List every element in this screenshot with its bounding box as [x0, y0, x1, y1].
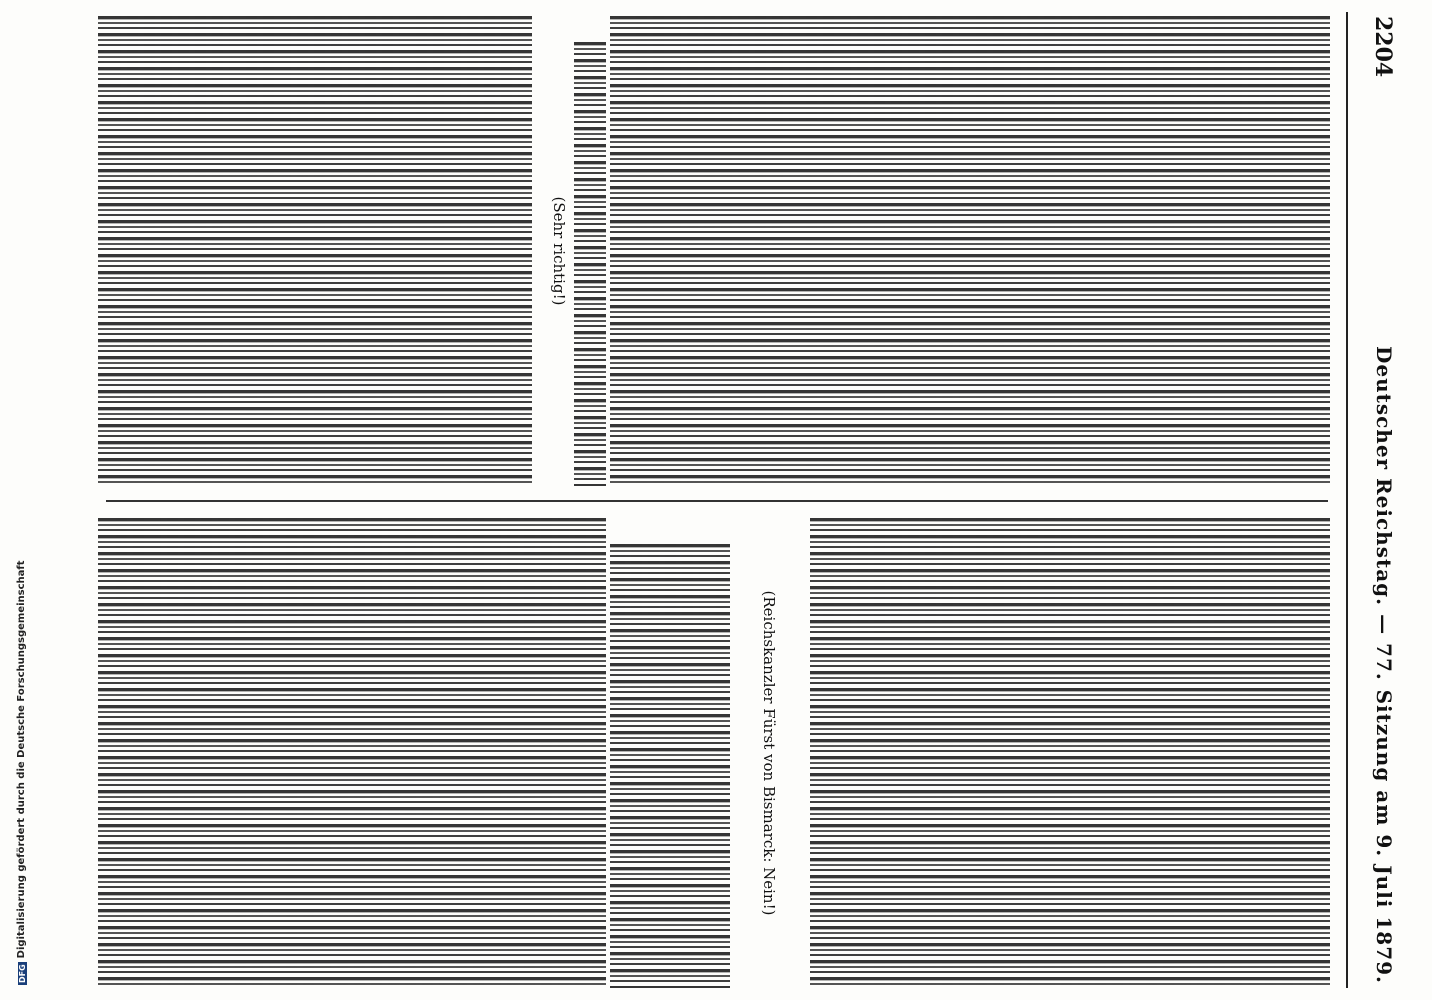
column-divider: [106, 500, 1328, 502]
page-number: 2204: [1370, 16, 1396, 78]
paragraph-block: [98, 16, 532, 486]
running-title: Deutscher Reichstag. — 77.: [1372, 346, 1396, 681]
dfg-logo: DFG: [17, 964, 27, 983]
running-header: [1362, 16, 1402, 984]
right-column: [98, 518, 1330, 988]
left-column: [98, 16, 1330, 486]
paragraph-block: [610, 544, 730, 988]
interjection-sehr-richtig: (Sehr richtig!): [550, 196, 568, 306]
paragraph-block: [810, 518, 1330, 988]
paragraph-block: [98, 518, 606, 988]
paragraph-block: [574, 42, 606, 486]
paragraph-block: [610, 16, 1330, 486]
interjection-bismarck: (Reichskanzler Fürst von Bismarck: Nein!): [760, 590, 778, 916]
header-rule: [1346, 12, 1348, 988]
digitization-notice-text: Digitalisierung gefördert durch die Deutsche Forschungsgemeinschaft: [16, 560, 27, 959]
session-date: Sitzung am 9. Juli 1879.: [1372, 689, 1396, 984]
